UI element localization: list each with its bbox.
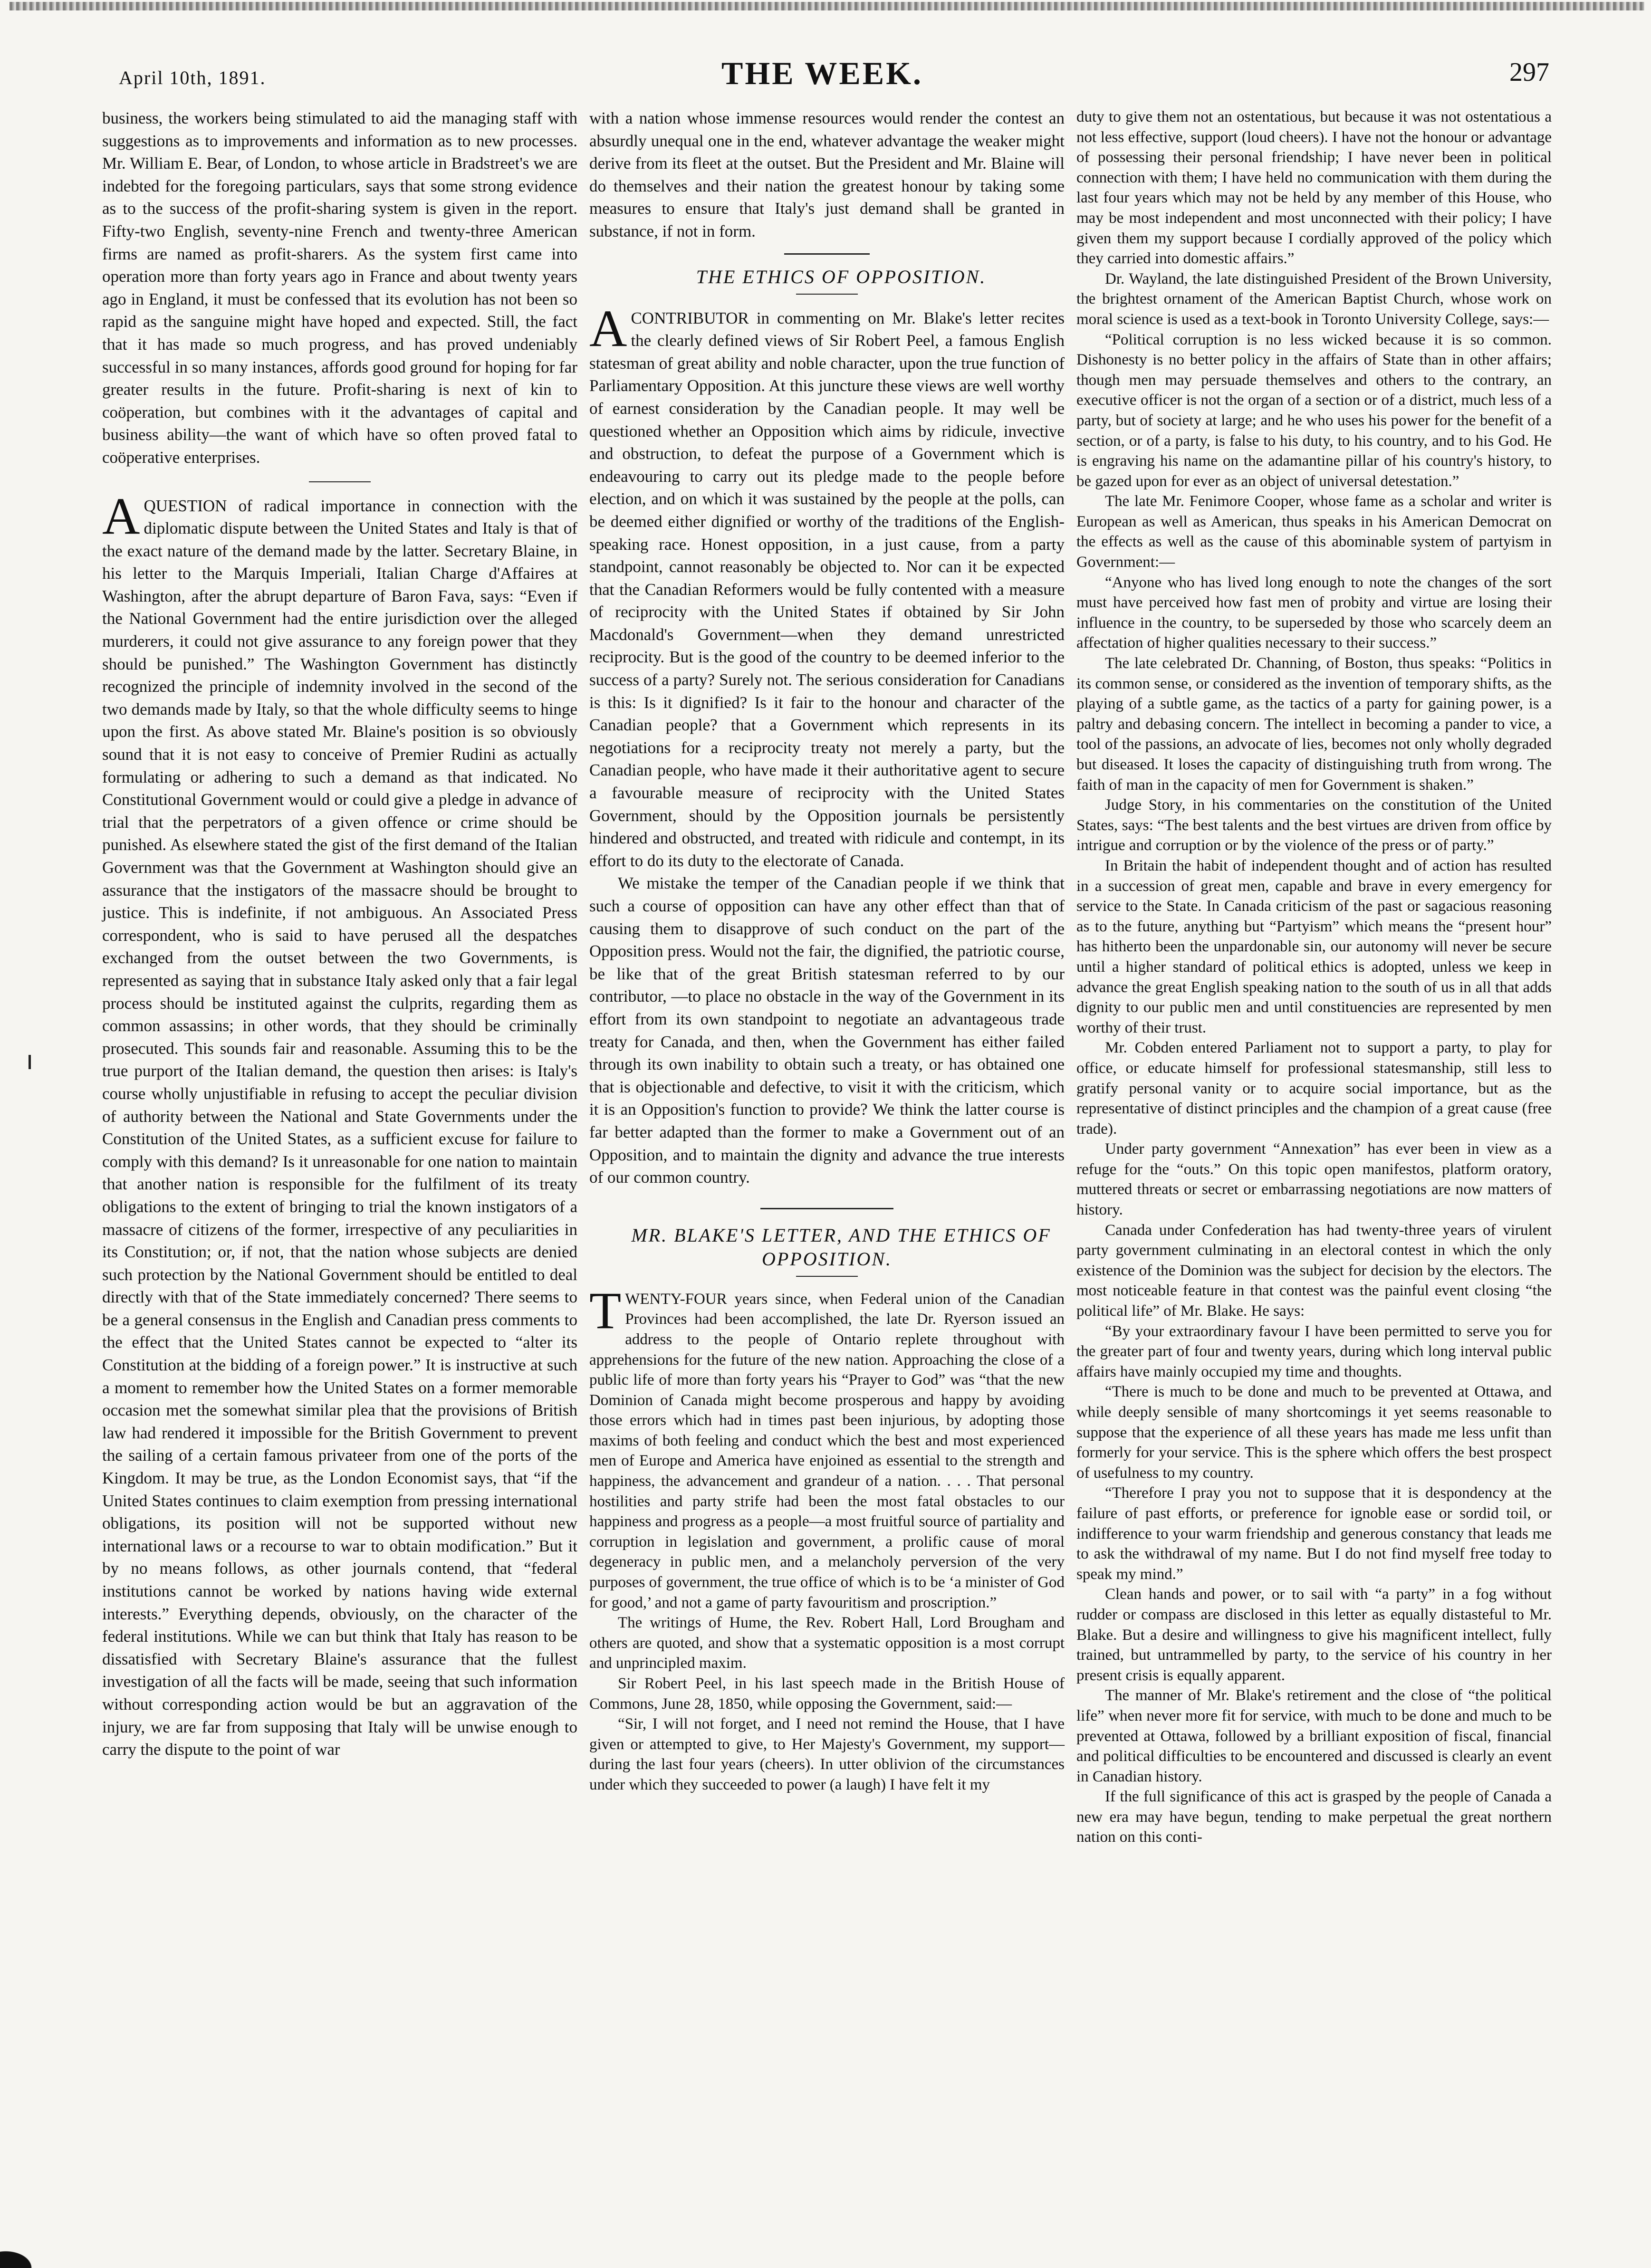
paragraph: “Political corruption is no less wicked because it is so common. Dishonesty is no better policy in the affairs of State than in other affairs; though men may persuade themselves and others to the contrary, an executive officer is not the organ of a section or of a district, much less of a party, but of society at large; and he who uses his power for the benefit of a section, or of a party, is false to his duty, to his country, and to his God. He is engraving his name on the adamantine pillar of his country's history, to be gazed upon for ever as an object of universal detestation.”	[1076, 331, 1552, 490]
section-heading: MR. BLAKE'S LETTER, AND THE ETHICS OF OPPOSITION.	[631, 1224, 1051, 1270]
paragraph: We mistake the temper of the Canadian people if we think that such a course of opposition can have any other effect than that of causing them to disapprove of such conduct on the part of the Opposition press. Would not the fair, the dignified, the patriotic course, be like that of the great British statesman referred to by our contributor, —to place no obstacle in the way of the Government in its effort from its own standpoint to negotiate an advantageous trade treaty for Canada, and then, when the Government has either failed through its own inability to obtain such a treaty, or has obtained one that is objectionable and defective, to visit it with the criticism, which it is an Opposition's function to provide? We think the latter course is far better adapted than the former to make a Government out of an Opposition, and to maintain the dignity and advance the true interests of our common country.	[589, 874, 1065, 1187]
paragraph: The late celebrated Dr. Channing, of Boston, thus speaks: “Politics in its common sense, or considered as the invention of temporary shifts, as the playing of a subtle game, as the tactics of a party for gaining power, is a paltry and debasing concern. The intellect in becoming a pander to vice, a tool of the passions, an advocate of lies, becomes not only wholly degraded but diseased. It loses the capacity of distinguishing truth from wrong. The faith of man in the capacity of men for Government is shaken.”	[1076, 655, 1552, 794]
issue-date: April 10th, 1891.	[119, 67, 266, 88]
paragraph: “Therefore I pray you not to suppose that it is despondency at the failure of past efforts, or preference for ignoble ease or sordid toil, or indifference to your warm friendship and generous constancy that leads me to ask the withdrawal of my name. But I do not find myself free today to speak my mind.”	[1076, 1484, 1552, 1583]
paragraph: Clean hands and power, or to sail with “a party” in a fog without rudder or compass are disclosed in this letter as equally distasteful to Mr. Blake. But a desire and willingness to give his magnificent intellect, fully trained, but untrammelled by party, to the service of his country in her present crisis is equally apparent.	[1076, 1586, 1552, 1684]
paragraph: TWENTY-FOUR years since, when Federal union of the Canadian Provinces had been accomplished, the late Dr. Ryerson issued an address to the people of Ontario replete throughout with apprehensions for the future of the new nation. Approaching the close of a public life of more than forty years his “Prayer to God” was “that the new Dominion of Canada might become prosperous and happy by avoiding those errors which had in times past been injurious, by adopting those maxims of both feeling and conduct which the best and most experienced men of Europe and America have enjoined as essential to the strength and happiness, the advancement and grandeur of a nation. . . . That personal hostilities and party strife had been the most fatal obstacles to our happiness and progress as a people—a most fruitful source of partiality and corruption in legislation and government, a prolific cause of moral degeneracy in public men, and a melancholy perversion of the very purposes of government, the true office of which is to be ‘a minister of God for good,’ and not a game of party favouritism and proscription.”	[589, 1281, 1065, 1611]
paragraph: If the full significance of this act is grasped by the people of Canada a new era may have begun, tending to make perpetual the great northern nation on this conti-	[1076, 1788, 1552, 1846]
column-right	[1076, 107, 1552, 1847]
margin-mark	[29, 1055, 31, 1069]
top-edge-scan-noise	[10, 2, 1644, 10]
paragraph: Under party government “Annexation” has ever been in view as a refuge for the “outs.” On this topic open manifestos, platform oratory, muttered threats or secret or embarrassing negotiations are now matters of history.	[1076, 1140, 1552, 1219]
section-divider	[784, 253, 870, 255]
paragraph: “By your extraordinary favour I have been permitted to serve you for the greater part of four and twenty years, during which long interval public affairs have mainly occupied my time and thoughts.	[1076, 1322, 1552, 1380]
page-number: 297	[1509, 57, 1549, 87]
paragraph: “There is much to be done and much to be prevented at Ottawa, and while deeply sensible of many shortcomings it yet seems reasonable to suppose that the experience of all these years has made me less unfit than formerly for your service. This is the sphere which offers the best prospect of usefulness to my country.	[1076, 1383, 1552, 1482]
paragraph: Judge Story, in his commentaries on the constitution of the United States, says: “The best talents and the best virtues are driven from office by intrigue and corruption or by the violence of the press or of party.”	[1076, 796, 1552, 854]
paragraph: Canada under Confederation has had twenty-three years of virulent party government culminating in an electoral contest in which the only existence of the Dominion was the subject for decision by the electors. The most noticeable feature in that contest was the painful event closing “the political life” of Mr. Blake. He says:	[1076, 1221, 1552, 1320]
paragraph: Mr. Cobden entered Parliament not to support a party, to play for office, or educate himself for professional statesmanship, still less to gratify personal vanity or to acquire social importance, but as the representative of distinct principles and the champion of a great cause (free trade).	[1076, 1039, 1552, 1138]
section-heading: THE ETHICS OF OPPOSITION.	[696, 266, 987, 287]
paragraph: Dr. Wayland, the late distinguished President of the Brown University, the brightest ornament of the American Baptist Church, whose work on moral science is used as a text-book in Toronto University College, says:—	[1076, 270, 1552, 328]
page-header	[95, 55, 1549, 97]
paragraph: The writings of Hume, the Rev. Robert Hall, Lord Brougham and others are quoted, and show that a systematic opposition is a most corrupt and unprincipled maxim.	[589, 1614, 1065, 1672]
paragraph: AQUESTION of radical importance in connection with the diplomatic dispute between the United States and Italy is that of the exact nature of the demand made by the latter. Secretary Blaine, in his letter to the Marquis Imperiali, Italian Charge d'Affaires at Washington, after the abrupt departure of Baron Fava, says: “Even if the National Government had the entire jurisdiction over the alleged murderers, it could not give assurance to any foreign power that they should be punished.” The Washington Government has distinctly recognized the principle of indemnity involved in the second of the two demands made by Italy, so that the whole difficulty seems to hinge upon the first. As above stated Mr. Blaine's position is so obviously sound that it is not easy to conceive of Premier Rudini as actually formulating or adhering to such a demand as that indicated. No Constitutional Government would or could give a pledge in advance of trial that the perpetrators of a given offence or crime should be punished. As elsewhere stated the gist of the first demand of the Italian Government was that the Government at Washington should give an assurance that the instigators of the massacre should be brought to justice. This is indefinite, if not ambiguous. An Associated Press correspondent, who is said to have perused all the despatches exchanged from the outset between the two Governments, is represented as saying that in substance Italy asked only that a fair legal process should be instituted against the culprits, regarding them as common assassins; in other words, that they should be criminally prosecuted. This sounds fair and reasonable. Assuming this to be the true purport of the Italian demand, the question then arises: is Italy's course wholly unjustifiable in refusing to accept the peculiar division of authority between the National and State Governments under the Constitution of the United States, as a sufficient excuse for failure to comply with this demand? Is it unreasonable for one nation to maintain that another nation is responsible for the fulfilment of its treaty obligations to the extent of bringing to trial the known instigators of a massacre of citizens of the former, irrespective of any peculiarities in its Constitution; or, if not, that the nation whose subjects are denied such protection by the National Government should be entitled to deal directly with that of the State immediately concerned? There seems to be a general consensus in the English and Canadian press comments to the effect that the United States cannot be expected to “alter its Constitution at the bidding of a foreign power.” It is instructive at such a moment to remember how the United States on a former memorable occasion met the somewhat similar plea that the provisions of British law had rendered it impossible for the British Government to prevent the sailing of a certain famous privateer from one of the ports of the Kingdom. It may be true, as the London Economist says, that “if the United States continues to claim exemption from pressing international obligations, its position will not be supported without new international laws or a recourse to war to obtain modification.” But it by no means follows, as other journals contend, that “federal institutions cannot be worked by nations having wide external interests.” Everything depends, obviously, on the character of the federal institutions. While we can but think that Italy has reason to be dissatisfied with Secretary Blaine's assurance that the fullest investigation of all the facts will be made, seeing that such information without corresponding action would be but an aggravation of the injury, we are far from supposing that Italy will be unwise enough to carry the dispute to the point of war	[102, 487, 577, 1759]
masthead-title: THE WEEK.	[721, 55, 923, 91]
column-left	[102, 107, 577, 1761]
paragraph: The late Mr. Fenimore Cooper, whose fame as a scholar and writer is European as well as American, thus speaks in his American Democrat on the effects as well as the cause of this abominable system of partyism in Government:—	[1076, 493, 1552, 571]
paragraph: Sir Robert Peel, in his last speech made in the British House of Commons, June 28, 1850, while opposing the Government, said:—	[589, 1675, 1065, 1713]
paragraph: In Britain the habit of independent thought and of action has resulted in a succession of great men, capable and brave in every emergency for service to the State. In Canada criticism of the past or sagacious reasoning as to the future, anything but “Partyism” which means the “present hour” has hitherto been the unpardonable sin, our autonomy will never be secure until a higher standard of political ethics is adopted, unless we keep in advance the great English speaking nation to the south of us in all that adds dignity to our public men and until constituencies are represented by men worthy of their trust.	[1076, 857, 1552, 1036]
heading-rule	[796, 294, 858, 295]
paragraph: The manner of Mr. Blake's retirement and the close of “the political life” when never more fit for service, with much to be done and much to be prevented at Ottawa, followed by a brilliant exposition of fiscal, financial and political difficulties to be encountered and discussed is clearly an event in Canadian history.	[1076, 1687, 1552, 1785]
section-divider	[309, 481, 371, 482]
paragraph: with a nation whose immense resources would render the contest an absurdly unequal one in the end, whatever advantage the weaker might derive from its fleet at the outset. But the President and Mr. Blaine will do themselves and their nation the greatest honour by taking some measures to ensure that Italy's just demand shall be granted in substance, if not in form.	[589, 109, 1065, 240]
paragraph: “Anyone who has lived long enough to note the changes of the sort must have perceived how fast men of probity and virtue are losing their influence in the country, to be superseded by those who scarcely deem an affectation of higher qualities necessary to their success.”	[1076, 574, 1552, 652]
paragraph: duty to give them not an ostentatious, but because it was not ostentatious a not less effective, support (loud cheers). I have not the honour or advantage of possessing their personal friendship; I have never been in political connection with them; I have held no communication with them during the last four years which may not be held by any member of this House, who may be most independent and most unconnected with their policy; I have given them my support because I cordially approved of the policy which they carried into domestic affairs.”	[1076, 108, 1552, 268]
paragraph: business, the workers being stimulated to aid the managing staff with suggestions as to improvements and information as to new processes. Mr. William E. Bear, of London, to whose article in Bradstreet's we are indebted for the foregoing particulars, says that some strong evidence as to the success of the profit-sharing system is given in the report. Fifty-two English, seventy-nine French and twenty-three American firms are named as profit-sharers. As the system first came into operation more than forty years ago in France and about twenty years ago in England, it must be confessed that its evolution has not been so rapid as the sanguine might have hoped and expected. Still, the fact that it has made so much progress, and has proved undeniably successful in so many instances, affords good ground for hoping for far greater results in the future. Profit-sharing is next of kin to coöperation, but combines with it the advantages of capital and business ability—the want of which have so often proved fatal to coöperative enterprises.	[102, 109, 577, 467]
paragraph: “Sir, I will not forget, and I need not remind the House, that I have given or attempted to give, to Her Majesty's Government, my support—during the last four years (cheers). In utter oblivion of the circumstances under which they succeeded to power (a laugh) I have felt it my	[589, 1715, 1065, 1793]
paragraph: ACONTRIBUTOR in commenting on Mr. Blake's letter recites the clearly defined views of Sir Robert Peel, a famous English statesman of great ability and noble character, upon the true function of Parliamentary Opposition. At this juncture these views are well worthy of earnest consideration by the Canadian people. It may well be questioned whether an Opposition which aims by ridicule, invective and obstruction, to defeat the purpose of a Government which is endeavouring to carry out its pledge made to the people before election, and on which it was sustained by the people at the polls, can be deemed either dignified or worthy of the traditions of the English-speaking race. Honest opposition, in a just cause, from a party standpoint, cannot reasonably be objected to. Nor can it be expected that the Canadian Reformers would be fully contented with a measure of reciprocity with the United States if obtained by Sir John Macdonald's Government—when they demand unrestricted reciprocity. But is the good of the country to be deemed inferior to the success of a party? Surely not. The serious consideration for Canadians is this: Is it dignified? Is it fair to the honour and character of the Canadian people? that a Government which represents in its negotiations for a reciprocity treaty not merely a party, but the Canadian people, who have made it their authoritative agent to secure a favourable measure of reciprocity with the United States Government, should by the Opposition journals be persistently hindered and obstructed, and treated with ridicule and contempt, in its effort to do its duty to the electorate of Canada.	[589, 299, 1065, 870]
column-middle	[589, 107, 1065, 1795]
corner-ink-blot	[0, 2235, 57, 2268]
section-divider	[760, 1208, 893, 1209]
heading-rule	[796, 1276, 858, 1277]
